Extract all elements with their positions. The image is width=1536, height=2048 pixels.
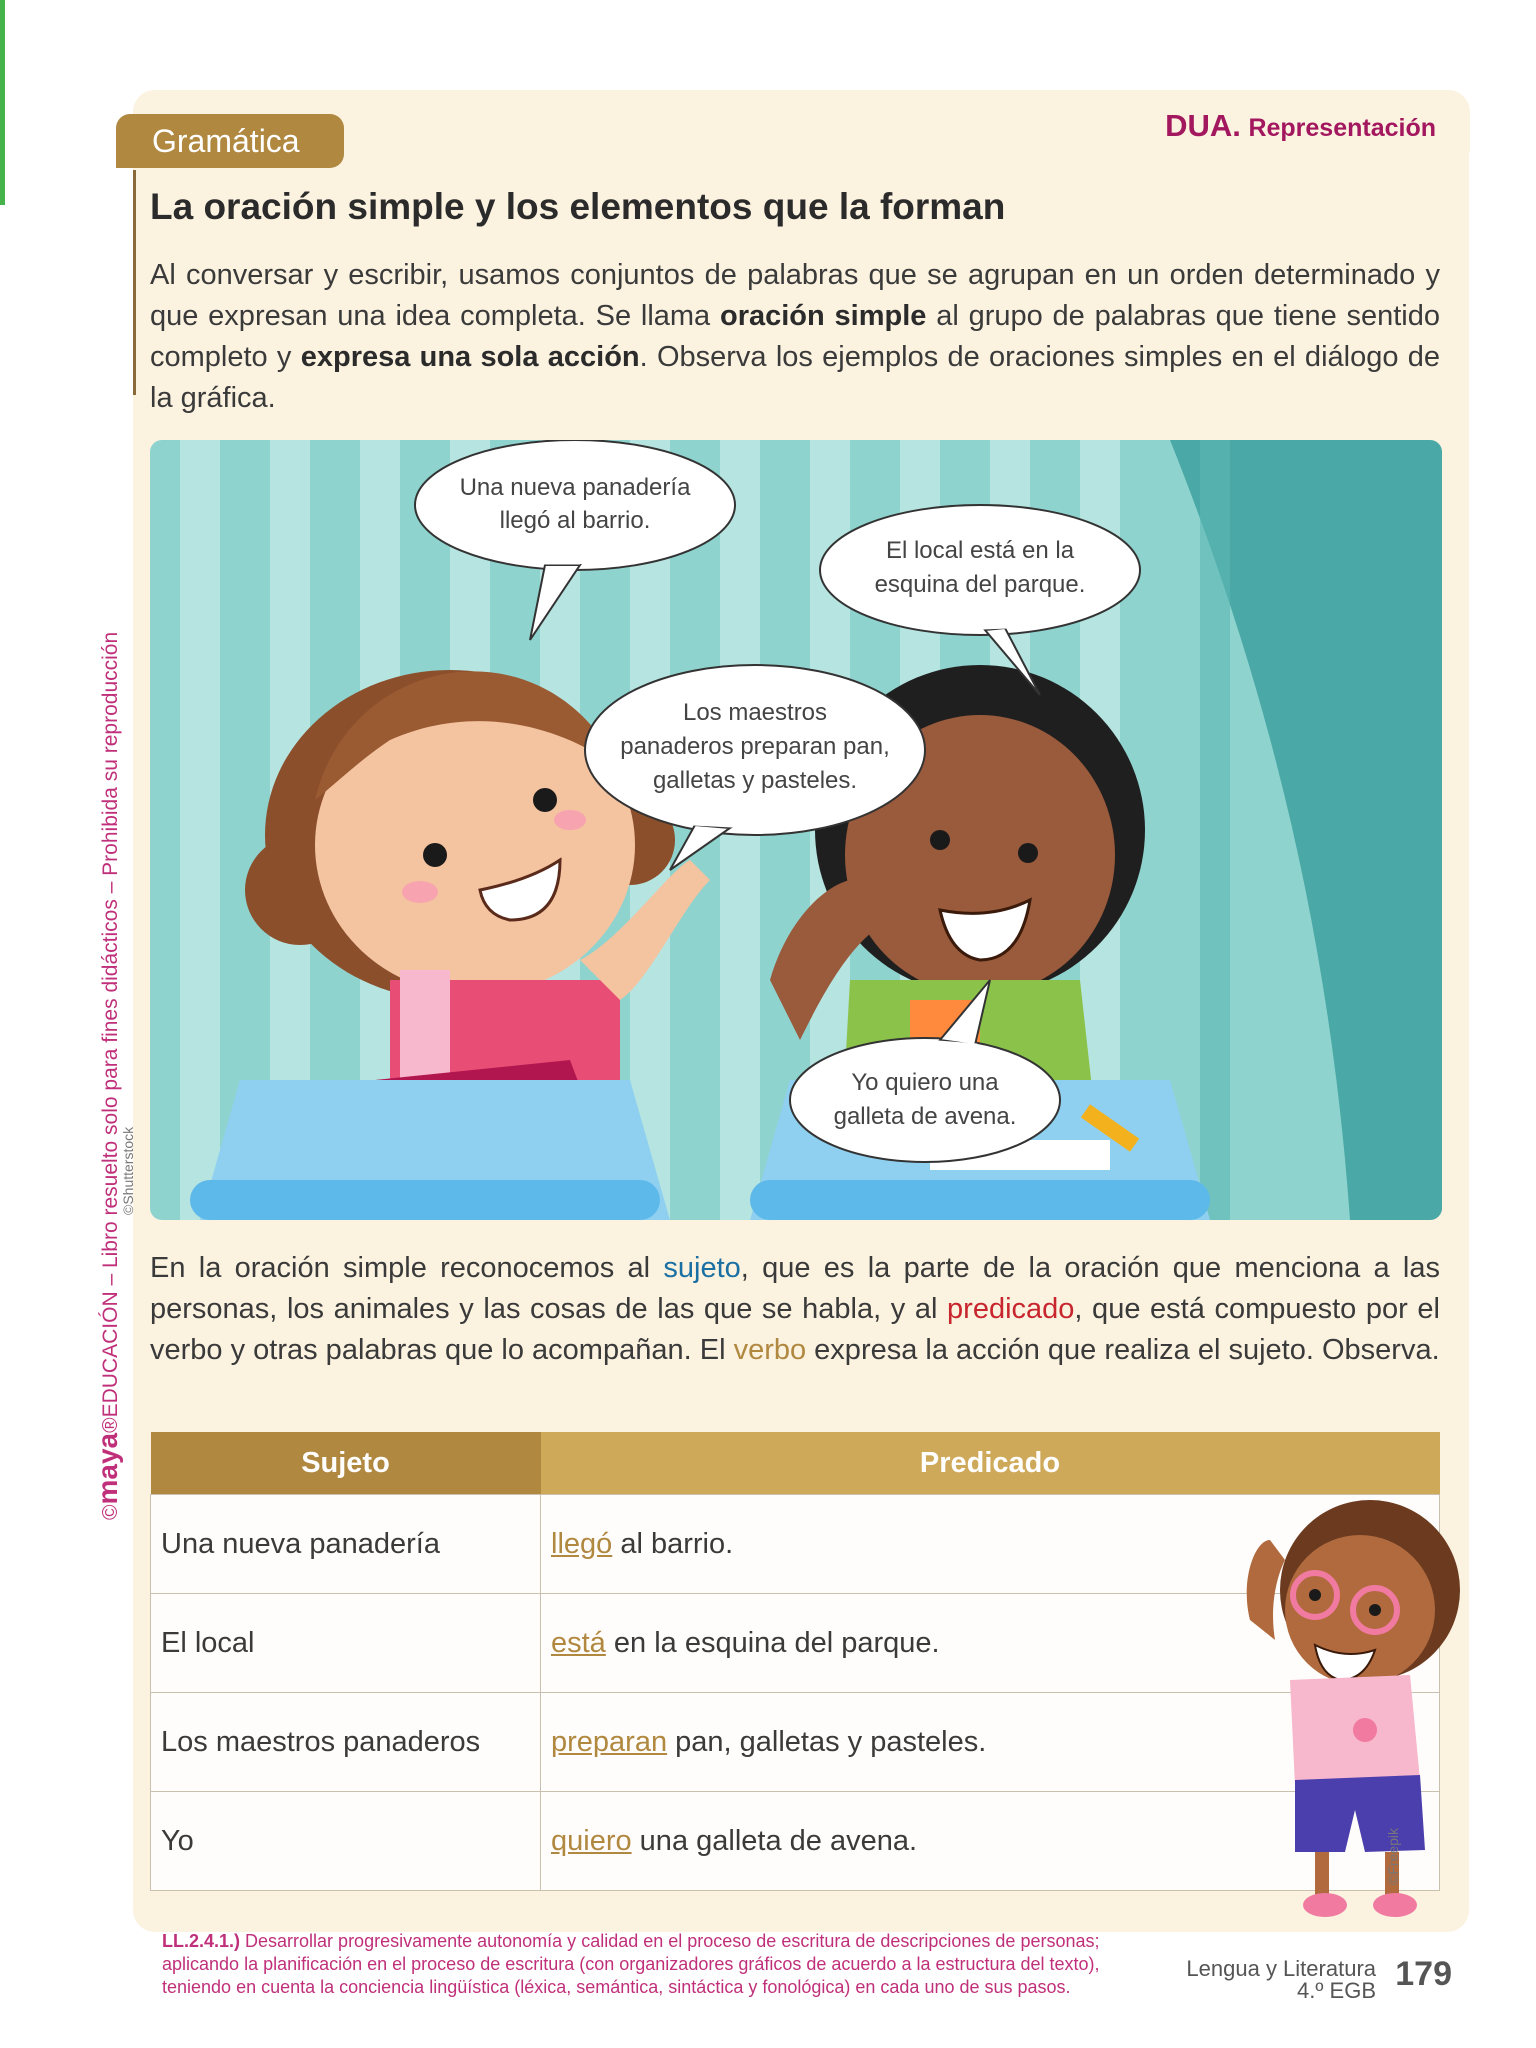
- intro-bold-1: oración simple: [719, 300, 927, 332]
- section-divider-line: [133, 170, 136, 395]
- subject-name: Lengua y Literatura: [1186, 1956, 1376, 1981]
- bubble-3-line-1: Los maestros: [682, 699, 828, 726]
- cell-rest: una galleta de avena.: [631, 1824, 918, 1857]
- cell-verb: llegó: [551, 1527, 613, 1560]
- bubble-4-line-2: galleta de avena.: [833, 1103, 1017, 1130]
- cell-verb: preparan: [551, 1725, 668, 1758]
- maya-logo: maya: [92, 1432, 123, 1505]
- kid-with-glasses-illustration: [1235, 1480, 1475, 1930]
- side-reg-symbol: ®: [99, 1417, 122, 1433]
- explain-text-1: En la oración simple reconocemos al: [150, 1252, 664, 1284]
- side-copy-symbol: ©: [99, 1504, 122, 1520]
- bubble-2-line-1: El local está en la: [885, 537, 1075, 564]
- header-predicado: Predicado: [541, 1432, 1440, 1495]
- dua-label: [1165, 108, 1436, 144]
- dua-representation: Representación: [1248, 114, 1436, 142]
- intro-text-1: Al conversar y escribir, usamos conjuntos de palabras que se agrupan en un orden determinado y que expresan una idea completa. Se llama: [150, 259, 1440, 332]
- illustration-svg: [150, 440, 1442, 1220]
- cell-sujeto: El local: [151, 1594, 541, 1693]
- shutterstock-credit: ©Shutterstock: [120, 1126, 136, 1215]
- cell-verb: está: [551, 1626, 606, 1659]
- term-predicado: predicado: [947, 1293, 1075, 1325]
- cell-sujeto: Una nueva panadería: [151, 1495, 541, 1594]
- side-copyright: [92, 632, 124, 1520]
- header-sujeto: Sujeto: [151, 1432, 541, 1495]
- dialogue-illustration: [150, 440, 1442, 1220]
- explain-text-2: , que es la parte de la oración que menciona a las personas, los animales y las cosas de las que se habla, y al: [150, 1252, 1440, 1325]
- explain-text-3: , que está compuesto por el verbo y otras palabras que lo acompañan. El: [150, 1293, 1440, 1366]
- term-sujeto: sujeto: [663, 1252, 741, 1284]
- freepik-credit: ©Freepik: [1385, 1828, 1401, 1885]
- page-number: 179: [1395, 1955, 1452, 1993]
- cell-rest: en la esquina del parque.: [605, 1626, 940, 1659]
- curriculum-text: Desarrollar progresivamente autonomía y calidad en el proceso de escritura de descripciones de personas; aplicando la planificación en el proceso de escritura (con organizadores gráficos de acuerdo a la estructura del texto), teniendo en cuenta la conciencia lingüística (léxica, semántica, sintáctica y fonológica) en cada uno de sus pasos.: [162, 1931, 1100, 1997]
- cell-verb: quiero: [551, 1824, 632, 1857]
- curriculum-code: LL.2.4.1.): [162, 1931, 241, 1951]
- bubble-3-line-2: panaderos preparan pan,: [620, 733, 890, 760]
- dua-bold: DUA.: [1165, 108, 1241, 143]
- page-title: La oración simple y los elementos que la forman: [150, 186, 1006, 227]
- intro-paragraph: [150, 255, 1440, 419]
- bubble-1-line-1: Una nueva panadería: [459, 474, 691, 501]
- cell-sujeto: Los maestros panaderos: [151, 1693, 541, 1792]
- bubble-1-line-2: llegó al barrio.: [499, 507, 651, 534]
- explanation-paragraph: [150, 1248, 1440, 1371]
- subject-label: [1186, 1958, 1376, 2002]
- curriculum-note: [162, 1930, 1102, 1999]
- bubble-4-line-1: Yo quiero una: [851, 1069, 999, 1096]
- cell-rest: pan, galletas y pasteles.: [667, 1725, 987, 1758]
- bubble-2-line-2: esquina del parque.: [874, 571, 1086, 598]
- intro-bold-2: expresa una sola acción: [300, 341, 640, 373]
- curtain-fold: [1200, 440, 1230, 1220]
- cell-rest: al barrio.: [612, 1527, 734, 1560]
- side-notice: EDUCACIÓN – Libro resuelto solo para fines didácticos – Prohibida su reproducción: [99, 631, 122, 1418]
- grade-label: 4.º EGB: [1297, 1978, 1376, 2003]
- explain-text-4: expresa la acción que realiza el sujeto. Observa.: [806, 1334, 1440, 1366]
- bubble-3-line-3: galletas y pasteles.: [652, 767, 858, 794]
- section-tab: Gramática: [116, 114, 344, 168]
- cell-sujeto: Yo: [151, 1792, 541, 1891]
- term-verbo: verbo: [733, 1334, 807, 1366]
- intro-text-2: al grupo de palabras que tiene sentido completo y: [150, 300, 1441, 373]
- intro-text-3: . Observa los ejemplos de oraciones simples en el diálogo de la gráfica.: [150, 341, 1440, 414]
- page-edge-marker: [0, 0, 5, 205]
